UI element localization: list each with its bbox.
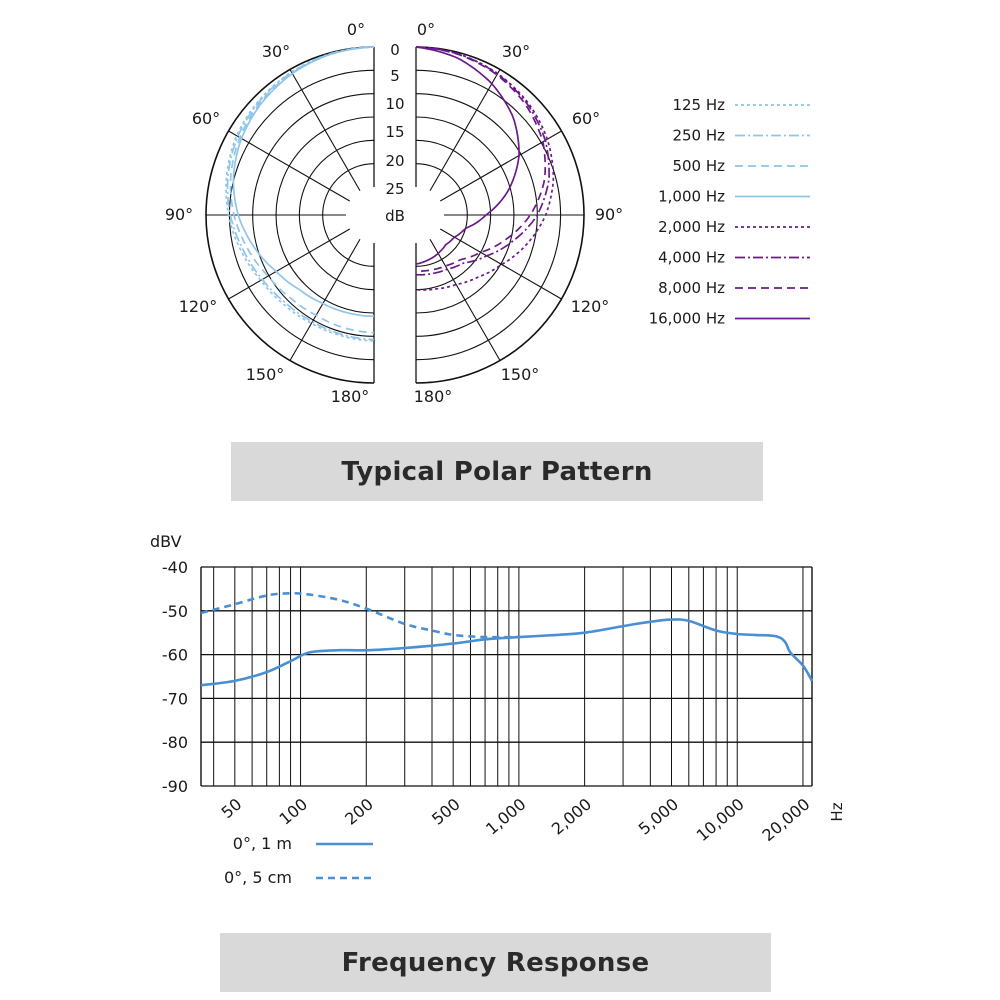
freq-y-tick-label: -90 bbox=[161, 777, 188, 796]
polar-legend-label: 4,000 Hz bbox=[658, 248, 725, 267]
polar-db-label: 15 bbox=[385, 123, 405, 141]
polar-angle-label: 30° bbox=[501, 42, 531, 61]
polar-angle-label: 90° bbox=[164, 205, 194, 224]
polar-curve-1000hz bbox=[233, 47, 374, 316]
freq-x-tick-label: 200 bbox=[341, 794, 377, 829]
polar-legend-label: 250 Hz bbox=[672, 126, 725, 145]
polar-angle-label: 150° bbox=[245, 365, 285, 384]
polar-angle-label: 60° bbox=[191, 109, 221, 128]
polar-pattern-chart bbox=[0, 0, 1000, 440]
polar-db-label: 0 bbox=[390, 41, 400, 59]
polar-legend-label: 500 Hz bbox=[672, 157, 725, 175]
polar-angle-label: 120° bbox=[570, 297, 610, 316]
polar-legend-label: 2,000 Hz bbox=[658, 218, 725, 236]
freq-y-tick-label: -70 bbox=[161, 689, 188, 709]
polar-legend-label: 125 Hz bbox=[672, 96, 725, 114]
freq-y-tick-label: -50 bbox=[161, 601, 188, 621]
freq-curve-1m bbox=[201, 619, 812, 685]
freq-x-unit: Hz bbox=[828, 802, 846, 822]
polar-pattern-title: Typical Polar Pattern bbox=[231, 442, 763, 501]
polar-angle-label: 30° bbox=[261, 42, 291, 61]
freq-x-tick-label: 20,000 bbox=[758, 794, 814, 846]
frequency-response-title: Frequency Response bbox=[220, 933, 771, 992]
polar-curve-8000hz bbox=[416, 47, 545, 271]
freq-y-tick-label: -40 bbox=[161, 558, 188, 577]
freq-x-tick-label: 5,000 bbox=[634, 794, 683, 839]
freq-y-tick-label: -80 bbox=[161, 733, 188, 753]
polar-legend-label: 16,000 Hz bbox=[648, 309, 725, 328]
polar-db-label: 5 bbox=[390, 67, 400, 85]
freq-x-tick-label: 100 bbox=[275, 794, 312, 829]
freq-x-tick-label: 2,000 bbox=[547, 794, 596, 839]
frequency-response-chart bbox=[0, 520, 1000, 900]
polar-legend-label: 1,000 Hz bbox=[658, 187, 725, 206]
freq-legend-label: 0°, 1 m bbox=[232, 834, 292, 853]
polar-db-label: 20 bbox=[385, 152, 405, 170]
polar-angle-label: 90° bbox=[594, 205, 624, 224]
freq-x-tick-label: 500 bbox=[428, 794, 464, 829]
polar-db-label: 25 bbox=[385, 180, 405, 198]
polar-angle-label: 180° bbox=[330, 387, 370, 406]
freq-x-tick-label: 50 bbox=[217, 794, 246, 823]
freq-legend-label: 0°, 5 cm bbox=[224, 868, 292, 887]
polar-db-label: dB bbox=[385, 207, 405, 225]
polar-angle-label: 0° bbox=[346, 20, 366, 39]
freq-x-tick-label: 10,000 bbox=[692, 794, 748, 846]
freq-curve-5cm bbox=[201, 593, 519, 637]
polar-angle-label: 150° bbox=[500, 365, 540, 384]
freq-y-axis-label: dBV bbox=[150, 532, 182, 551]
polar-angle-label: 0° bbox=[416, 20, 436, 39]
freq-y-tick-label: -60 bbox=[161, 645, 188, 665]
polar-legend-label: 8,000 Hz bbox=[658, 279, 725, 297]
freq-x-tick-label: 1,000 bbox=[482, 794, 530, 839]
polar-angle-label: 60° bbox=[571, 109, 601, 128]
polar-curve-2000hz bbox=[416, 47, 553, 290]
polar-angle-label: 180° bbox=[413, 387, 453, 406]
polar-angle-label: 120° bbox=[178, 297, 218, 316]
polar-db-label: 10 bbox=[385, 95, 405, 113]
